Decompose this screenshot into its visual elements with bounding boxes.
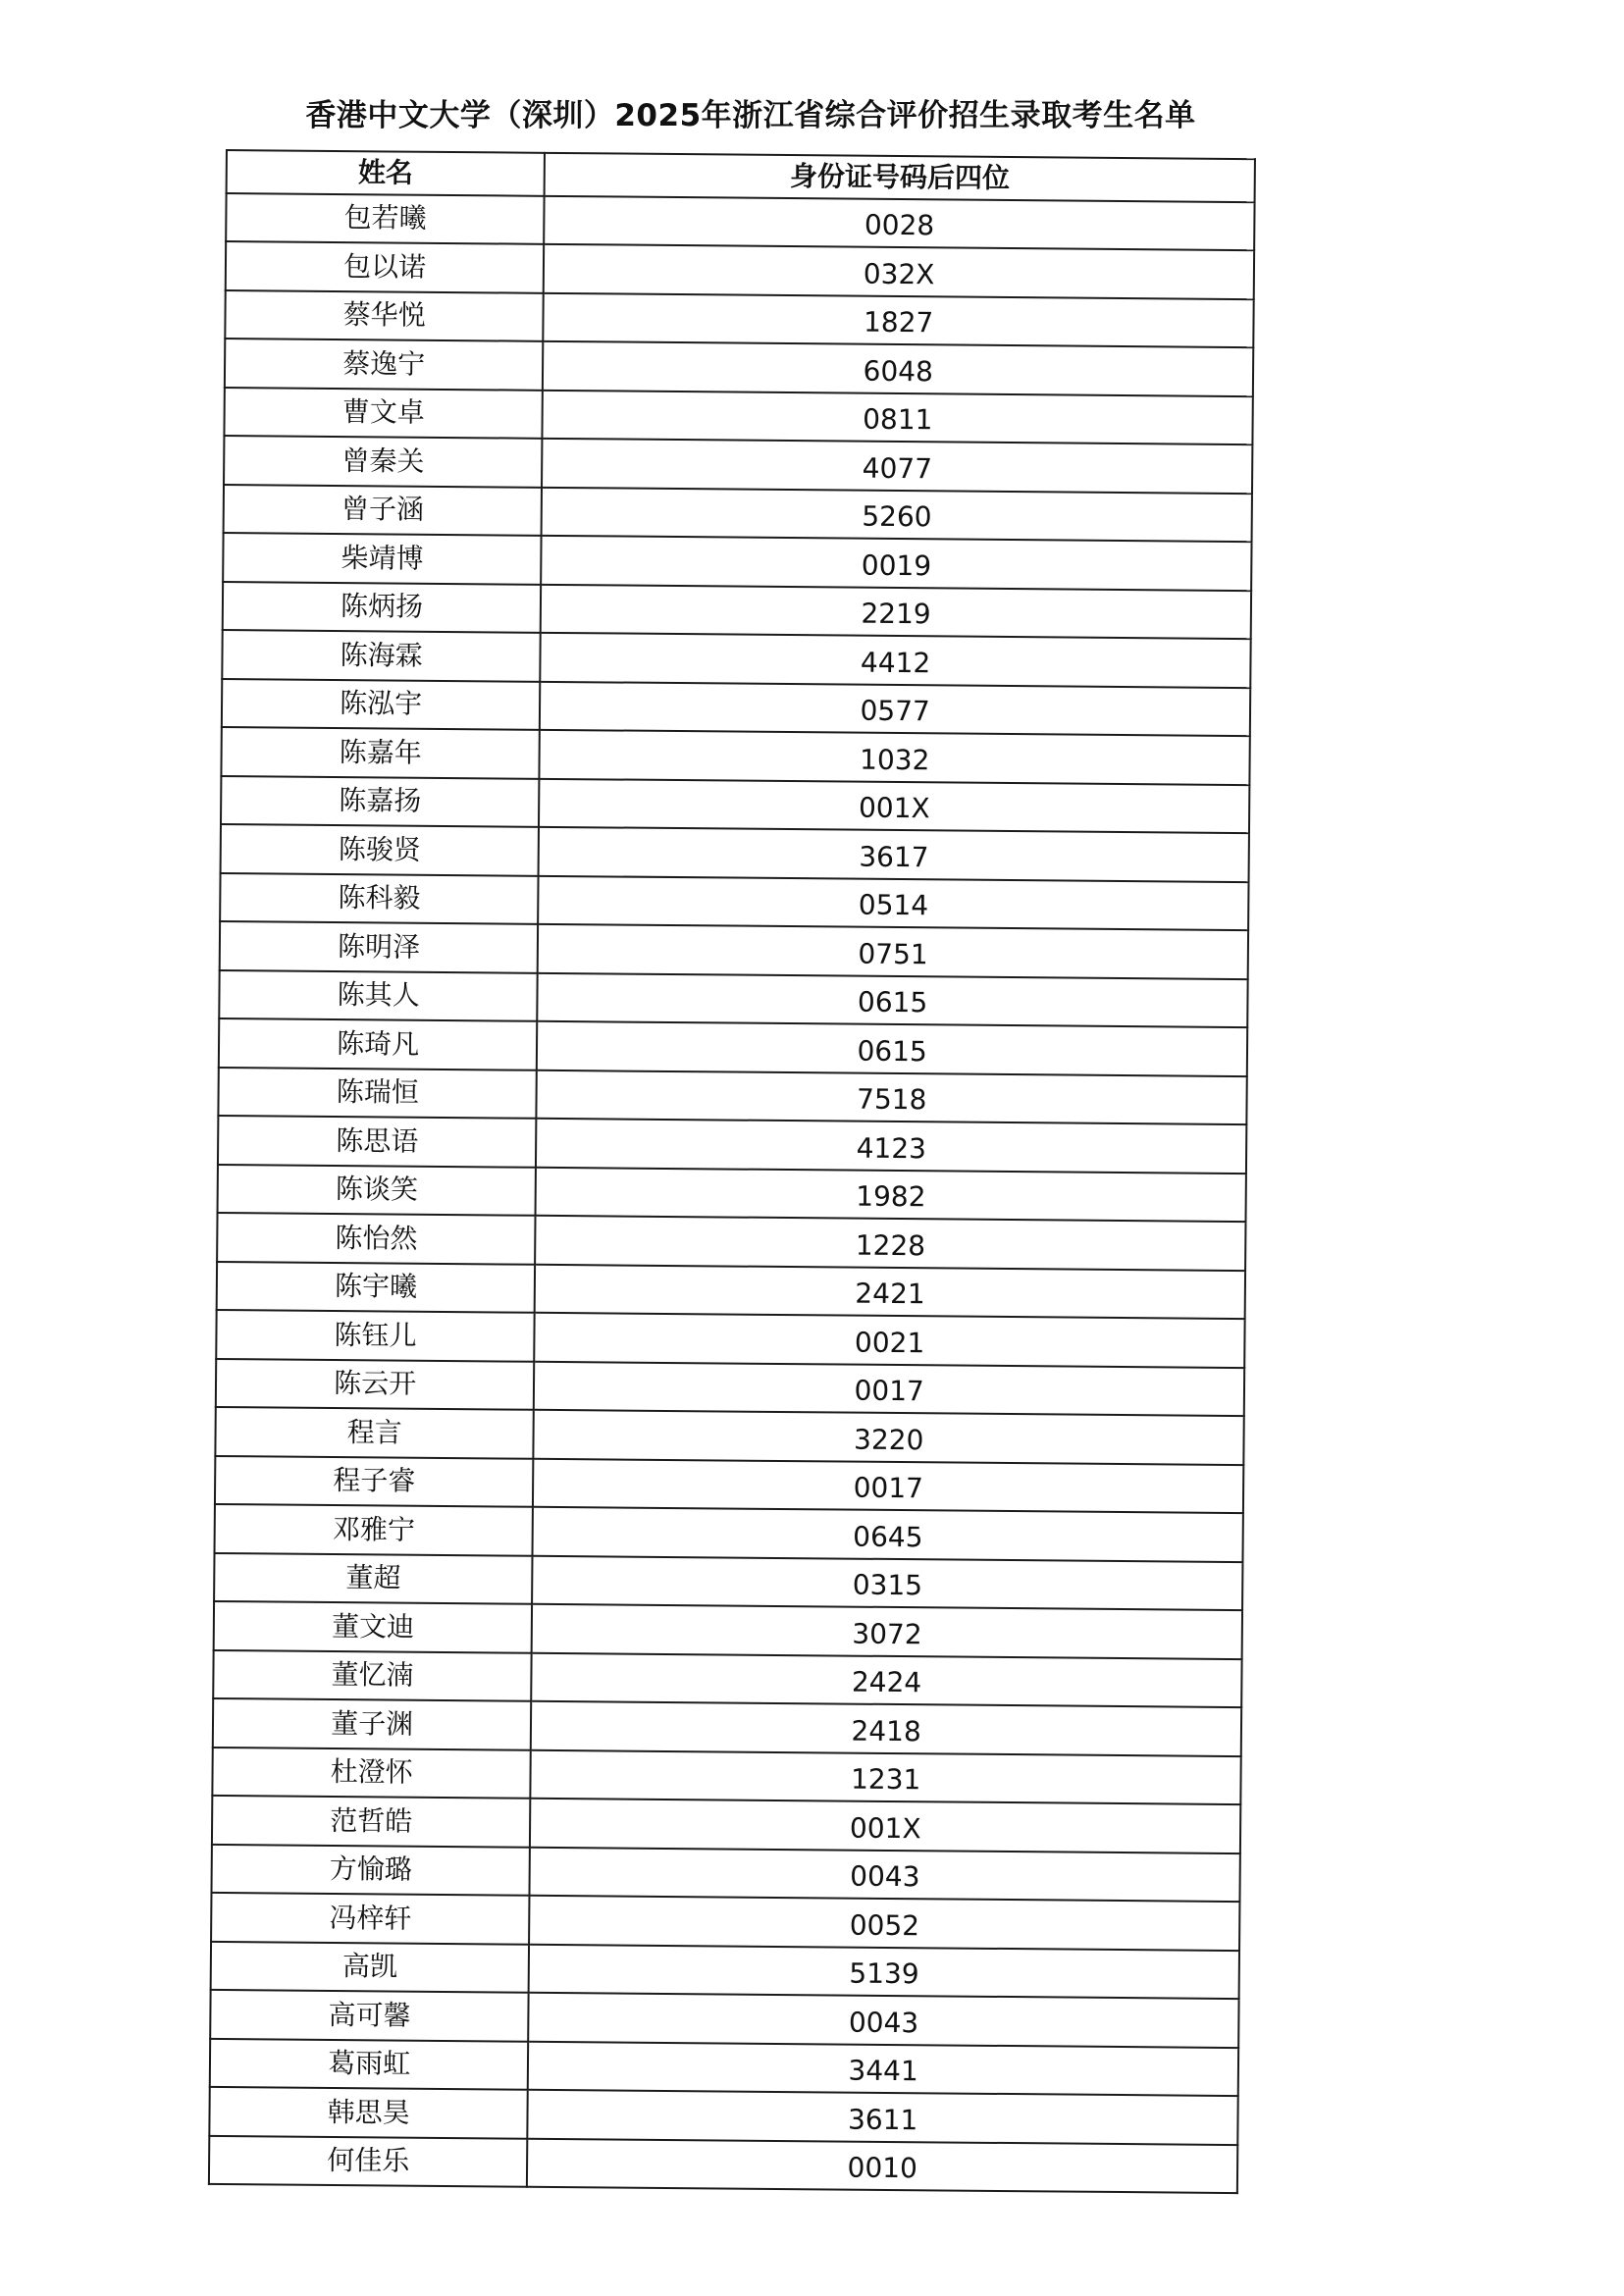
id-last-four-cell: 0021 (535, 1313, 1245, 1368)
table-row (222, 678, 1250, 736)
table-row (225, 290, 1253, 348)
student-name-cell: 程言 (215, 1407, 534, 1458)
table-row (222, 630, 1250, 688)
id-last-four-cell: 0615 (538, 972, 1248, 1027)
table-row (224, 484, 1252, 542)
id-last-four-cell: 0019 (542, 536, 1252, 591)
id-last-four-cell: 1982 (536, 1167, 1246, 1222)
table-row (211, 1893, 1239, 1951)
table-row (215, 1407, 1243, 1465)
table-row (219, 1018, 1247, 1076)
student-name-cell: 高凯 (211, 1941, 530, 1992)
table-row (210, 1990, 1238, 2048)
student-name-cell: 邓雅宁 (215, 1504, 534, 1555)
id-last-four-cell: 0017 (534, 1361, 1244, 1416)
table-row (223, 533, 1251, 591)
id-last-four-cell: 0315 (532, 1555, 1242, 1610)
id-last-four-cell: 0615 (537, 1021, 1247, 1076)
student-name-cell: 陈思语 (218, 1116, 537, 1167)
table-row (224, 436, 1252, 494)
student-name-cell: 陈嘉年 (221, 727, 540, 778)
column-header-id-last-four: 身份证号码后四位 (545, 153, 1255, 202)
id-last-four-cell: 4123 (536, 1119, 1246, 1174)
student-name-cell: 董超 (214, 1552, 533, 1603)
table-body (209, 193, 1255, 2194)
student-name-cell: 陈其人 (219, 969, 538, 1020)
student-name-cell: 何佳乐 (209, 2135, 528, 2186)
student-name-cell: 葛雨虹 (210, 2038, 529, 2089)
id-last-four-cell: 0645 (533, 1507, 1243, 1562)
column-header-name: 姓名 (227, 150, 546, 195)
table-row (221, 775, 1249, 833)
student-name-cell: 蔡华悦 (225, 290, 544, 341)
table-row (220, 872, 1248, 930)
table-row (226, 241, 1254, 299)
admission-list-table (208, 149, 1256, 2194)
id-last-four-cell: 0043 (530, 1847, 1240, 1902)
student-name-cell: 陈琦凡 (219, 1018, 538, 1070)
table-row (226, 193, 1254, 251)
student-name-cell: 陈泓宇 (222, 678, 541, 729)
id-last-four-cell: 2219 (541, 584, 1251, 639)
student-name-cell: 曾秦关 (224, 436, 543, 487)
student-name-cell: 包若曦 (226, 193, 545, 244)
table-row (215, 1455, 1243, 1513)
student-name-cell: 冯梓轩 (211, 1893, 530, 1944)
table-row (217, 1213, 1245, 1271)
id-last-four-cell: 6048 (543, 341, 1253, 396)
id-last-four-cell: 1827 (544, 292, 1254, 347)
table-row (211, 1844, 1239, 1902)
id-last-four-cell: 0811 (543, 390, 1253, 444)
table-row (223, 581, 1251, 639)
table-row (217, 1261, 1245, 1319)
student-name-cell: 陈谈笑 (218, 1164, 537, 1215)
student-name-cell: 程子睿 (215, 1455, 534, 1506)
id-last-four-cell: 001X (539, 778, 1249, 833)
student-name-cell: 范哲皓 (212, 1796, 531, 1847)
table-row (214, 1552, 1242, 1610)
id-last-four-cell: 032X (544, 244, 1254, 299)
student-name-cell: 杜澄怀 (212, 1747, 531, 1798)
table-row (218, 1067, 1246, 1124)
student-name-cell: 曹文卓 (224, 387, 543, 438)
id-last-four-cell: 7518 (537, 1070, 1247, 1124)
student-name-cell: 柴靖博 (223, 533, 542, 584)
student-name-cell: 陈瑞恒 (218, 1067, 537, 1118)
id-last-four-cell: 1231 (531, 1749, 1241, 1804)
id-last-four-cell: 0017 (533, 1458, 1243, 1513)
student-name-cell: 陈怡然 (217, 1213, 536, 1264)
table-row (209, 2087, 1237, 2145)
id-last-four-cell: 2421 (535, 1264, 1245, 1319)
table-row (220, 921, 1248, 979)
id-last-four-cell: 0751 (538, 924, 1248, 979)
id-last-four-cell: 0514 (538, 875, 1248, 930)
student-name-cell: 包以诺 (226, 241, 545, 292)
table-row (221, 727, 1249, 785)
student-name-cell: 陈明泽 (220, 921, 539, 972)
id-last-four-cell: 0028 (545, 195, 1255, 250)
table-row (210, 2038, 1238, 2096)
id-last-four-cell: 5260 (542, 487, 1252, 542)
student-name-cell: 董子渊 (213, 1698, 532, 1749)
table-row (213, 1649, 1241, 1707)
id-last-four-cell: 5139 (529, 1944, 1239, 1999)
student-name-cell: 董文迪 (214, 1601, 533, 1652)
student-name-cell: 陈云开 (216, 1358, 535, 1409)
student-name-cell: 陈海霖 (222, 630, 541, 681)
id-last-four-cell: 3072 (532, 1604, 1242, 1659)
id-last-four-cell: 0010 (527, 2138, 1237, 2193)
id-last-four-cell: 2424 (532, 1652, 1242, 1707)
table-row (224, 387, 1252, 444)
id-last-four-cell: 4412 (541, 633, 1251, 688)
student-name-cell: 曾子涵 (224, 484, 543, 535)
table-row (219, 969, 1247, 1027)
table-row (218, 1116, 1246, 1174)
id-last-four-cell: 1228 (535, 1216, 1245, 1271)
id-last-four-cell: 3220 (534, 1410, 1244, 1465)
id-last-four-cell: 1032 (540, 730, 1250, 785)
id-last-four-cell: 2418 (531, 1701, 1241, 1756)
id-last-four-cell: 0052 (529, 1896, 1239, 1951)
table-row (211, 1941, 1239, 1999)
student-name-cell: 陈骏贤 (221, 824, 540, 875)
student-name-cell: 陈宇曦 (217, 1261, 536, 1312)
student-name-cell: 高可馨 (210, 1990, 529, 2041)
student-name-cell: 韩思昊 (209, 2087, 528, 2138)
id-last-four-cell: 3617 (539, 827, 1249, 882)
student-name-cell: 蔡逸宁 (225, 339, 544, 390)
id-last-four-cell: 3611 (528, 2090, 1238, 2145)
student-name-cell: 陈炳扬 (223, 581, 542, 632)
id-last-four-cell: 0043 (529, 1993, 1239, 2048)
table-row (221, 824, 1249, 882)
table-row (214, 1601, 1242, 1659)
table-row (218, 1164, 1246, 1222)
table-row (213, 1698, 1241, 1756)
table-row (209, 2135, 1237, 2193)
table-row (215, 1504, 1243, 1562)
student-name-cell: 董忆湳 (213, 1649, 532, 1700)
table-row (216, 1358, 1244, 1416)
student-name-cell: 方愉璐 (211, 1844, 530, 1895)
student-name-cell: 陈钰儿 (216, 1310, 535, 1361)
id-last-four-cell: 3441 (528, 2041, 1238, 2096)
student-name-cell: 陈科毅 (220, 872, 539, 923)
id-last-four-cell: 001X (530, 1799, 1240, 1853)
table-row (216, 1310, 1244, 1368)
table-row (212, 1796, 1240, 1853)
document-title: 香港中文大学（深圳）2025年浙江省综合评价招生录取考生名单 (305, 98, 1196, 133)
table-row (212, 1747, 1240, 1804)
id-last-four-cell: 4077 (542, 439, 1252, 494)
id-last-four-cell: 0577 (540, 681, 1250, 736)
student-name-cell: 陈嘉扬 (221, 775, 540, 826)
table-row (225, 339, 1253, 396)
